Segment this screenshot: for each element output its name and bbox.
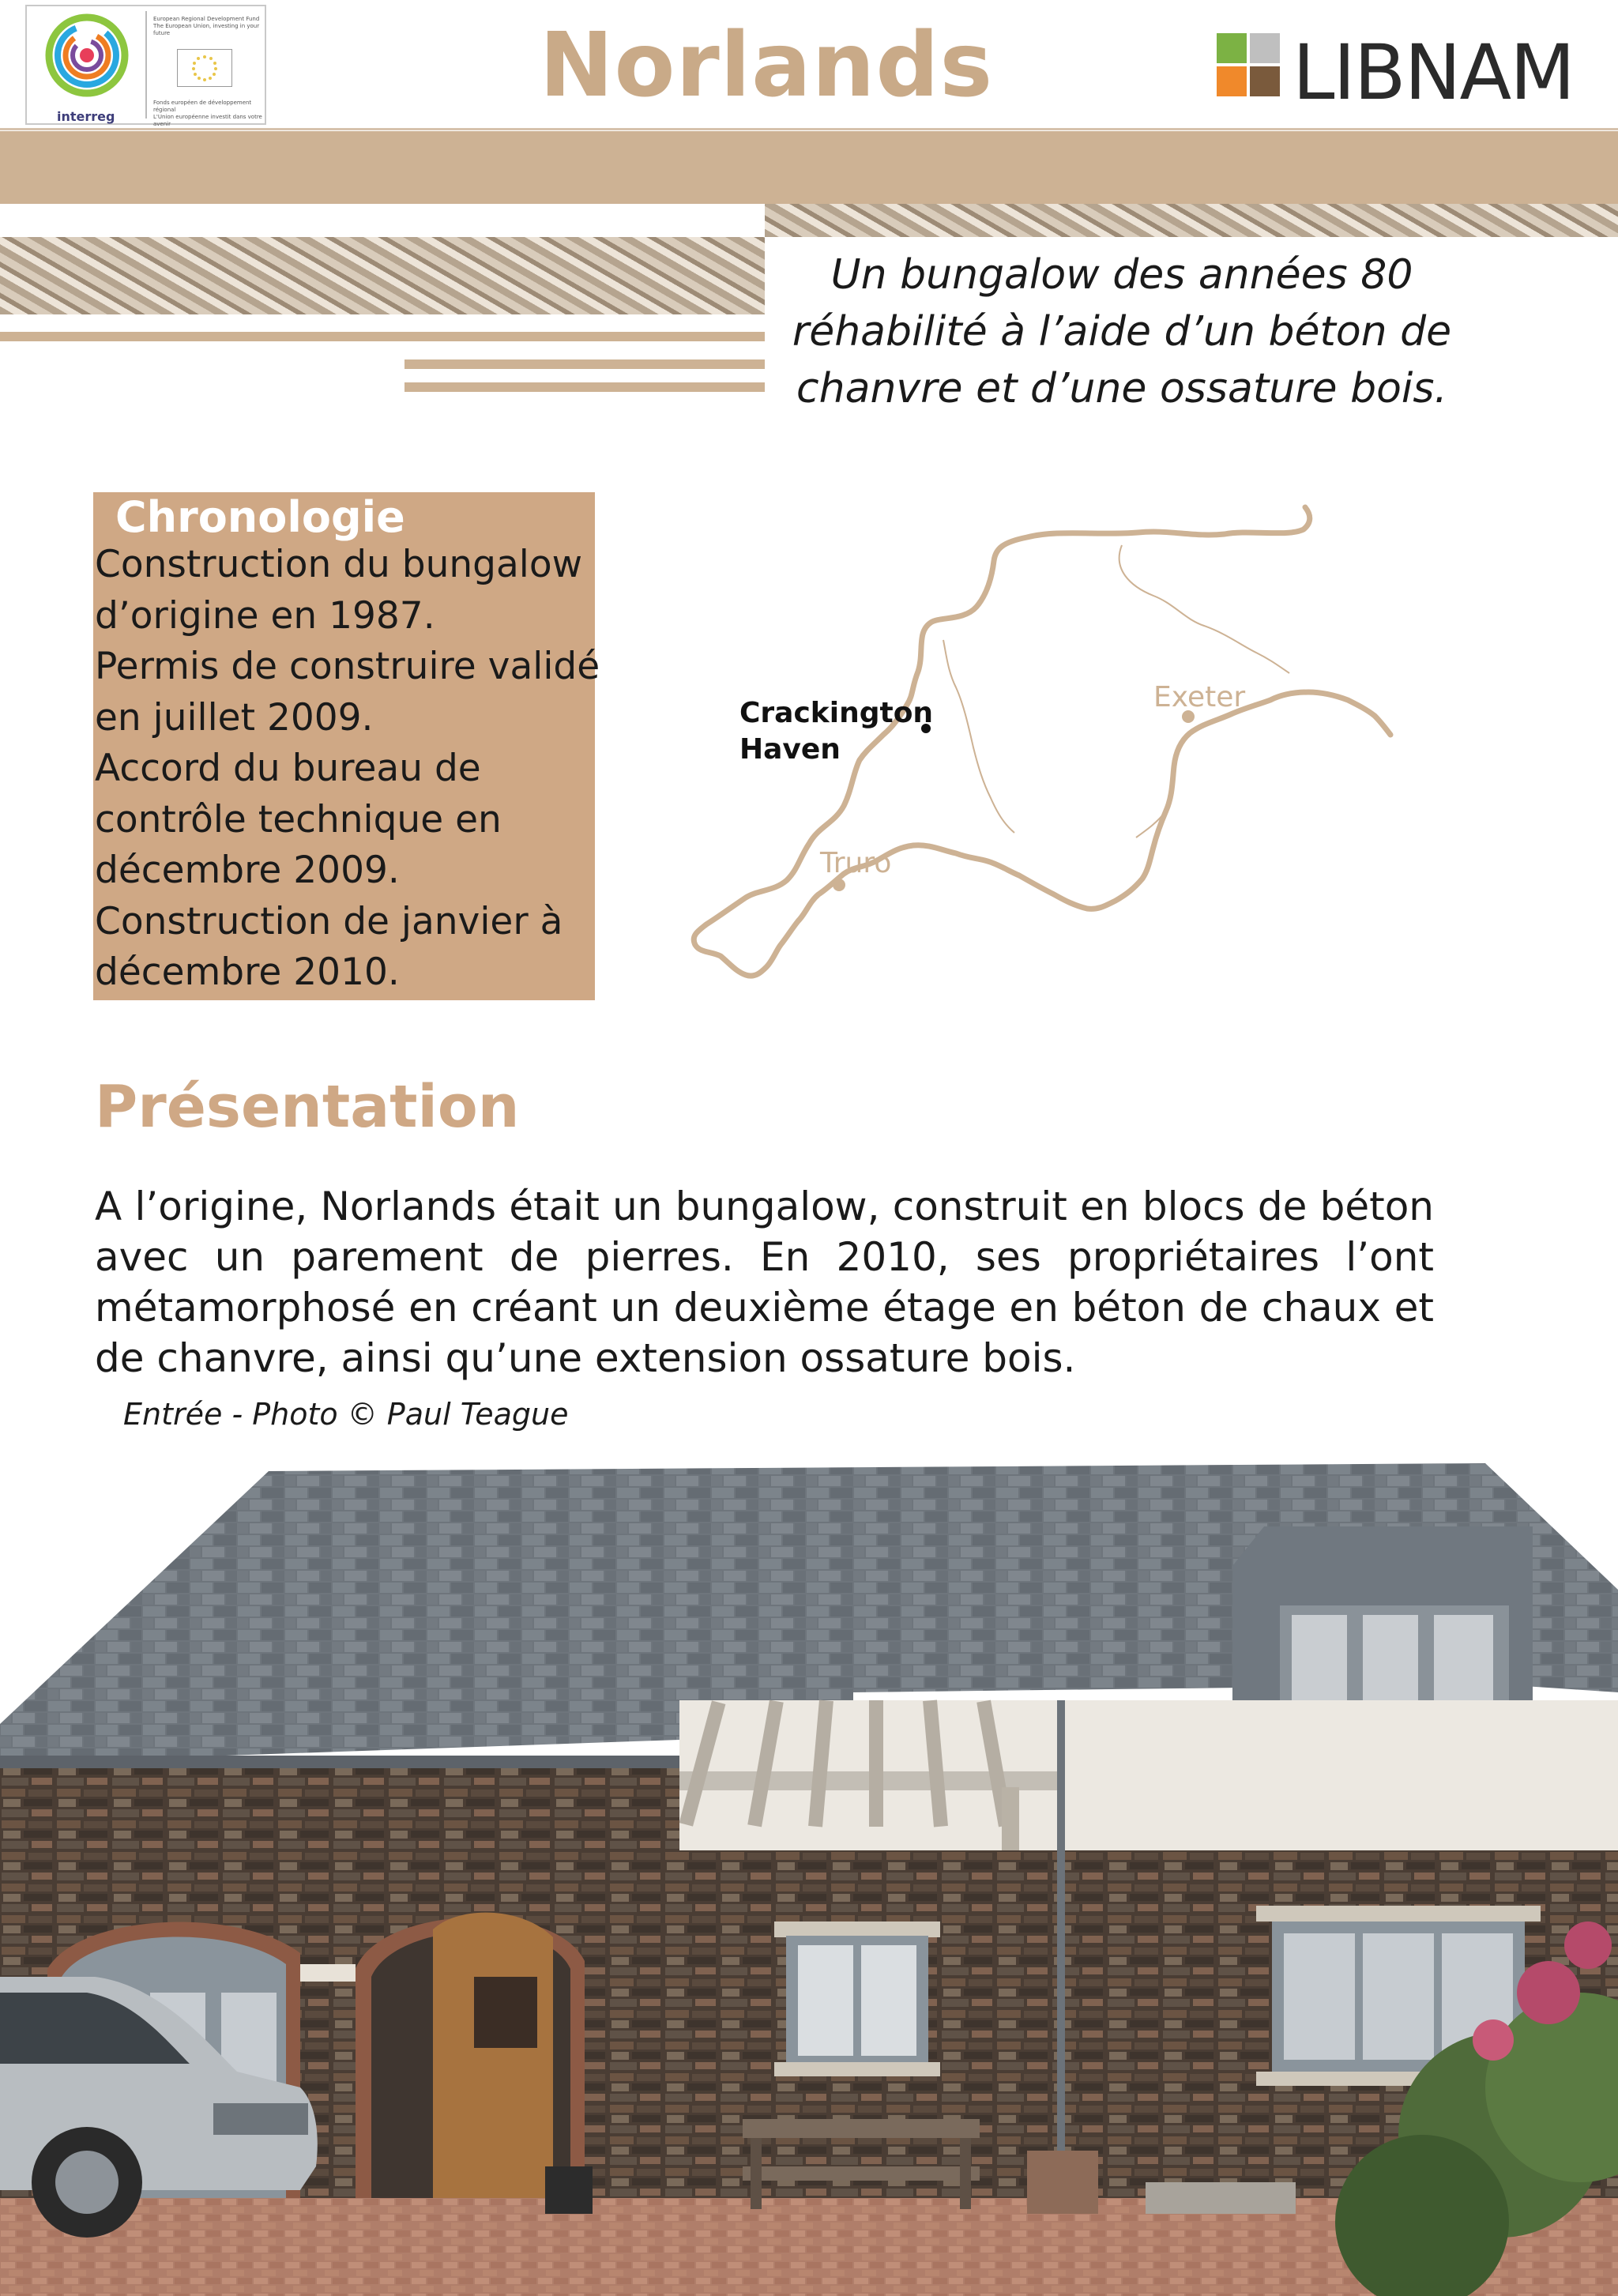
interreg-logo <box>25 5 266 125</box>
chronology-line: Construction de janvier à <box>95 899 563 943</box>
libnam-square-brown <box>1250 66 1280 96</box>
fund-fr-text: Fonds européen de développement régional L'Union européenne investit dans votre avenir <box>153 100 262 127</box>
header-band <box>0 131 1618 204</box>
stone-texture-strip-left <box>0 237 765 314</box>
chronology-line: d’origine en 1987. <box>95 593 435 638</box>
chronology-box <box>93 492 600 1000</box>
page-title: Norlands <box>539 14 994 117</box>
decorative-stripe-2 <box>404 359 765 369</box>
logo-divider <box>145 11 147 119</box>
libnam-square-gray <box>1250 33 1280 63</box>
map-label-crackington-haven: Crackington Haven <box>739 697 934 766</box>
chronology-line: Accord du bureau de <box>95 747 481 790</box>
presentation-body: A l’origine, Norlands était un bungalow, construit en blocs de béton avec un parement de pierres. En 2010, ses propriétaires l’ont métamorphosé en créant un deuxième étage en béton de chaux et de chanvre, ainsi qu’une extension ossature bois. <box>95 1184 1434 1381</box>
map-label-exeter: Exeter <box>1153 681 1246 713</box>
chronology-line: Construction du bungalow <box>95 543 583 586</box>
header-rule <box>0 128 1618 130</box>
interreg-wordmark: interreg <box>57 109 115 124</box>
map-southwest-england <box>679 498 1469 1003</box>
presentation-heading: Présentation <box>95 1073 520 1141</box>
decorative-stripe-3 <box>404 382 765 392</box>
map-label-truro: Truro <box>820 847 892 879</box>
chronology-line: Permis de construire validé <box>95 645 600 688</box>
libnam-wordmark: LIBNAM <box>1293 28 1574 117</box>
stone-texture-strip-right <box>765 204 1618 237</box>
subtitle: Un bungalow des années 80 réhabilité à l’aide d’un béton de chanvre et d’une ossature bois. <box>792 251 1452 412</box>
house-illustration <box>0 1440 1618 2296</box>
libnam-square-green <box>1217 33 1247 63</box>
photo-caption: Entrée - Photo © Paul Teague <box>123 1397 569 1432</box>
libnam-logo <box>1217 28 1596 117</box>
interreg-swirl-icon <box>41 9 136 104</box>
chronology-line: décembre 2009. <box>95 849 400 892</box>
decorative-stripe-1 <box>0 332 765 341</box>
eu-flag-icon <box>177 49 232 87</box>
chronology-line: en juillet 2009. <box>95 695 374 740</box>
chronology-line: contrôle technique en <box>95 797 502 841</box>
chronology-text <box>95 540 600 999</box>
chronology-line: décembre 2010. <box>95 950 400 994</box>
chronology-title: Chronologie <box>115 492 405 542</box>
house-photo <box>0 1440 1618 2296</box>
fund-en-text: European Regional Development Fund The European Union, investing in your future <box>153 16 260 36</box>
libnam-square-orange <box>1217 66 1247 96</box>
